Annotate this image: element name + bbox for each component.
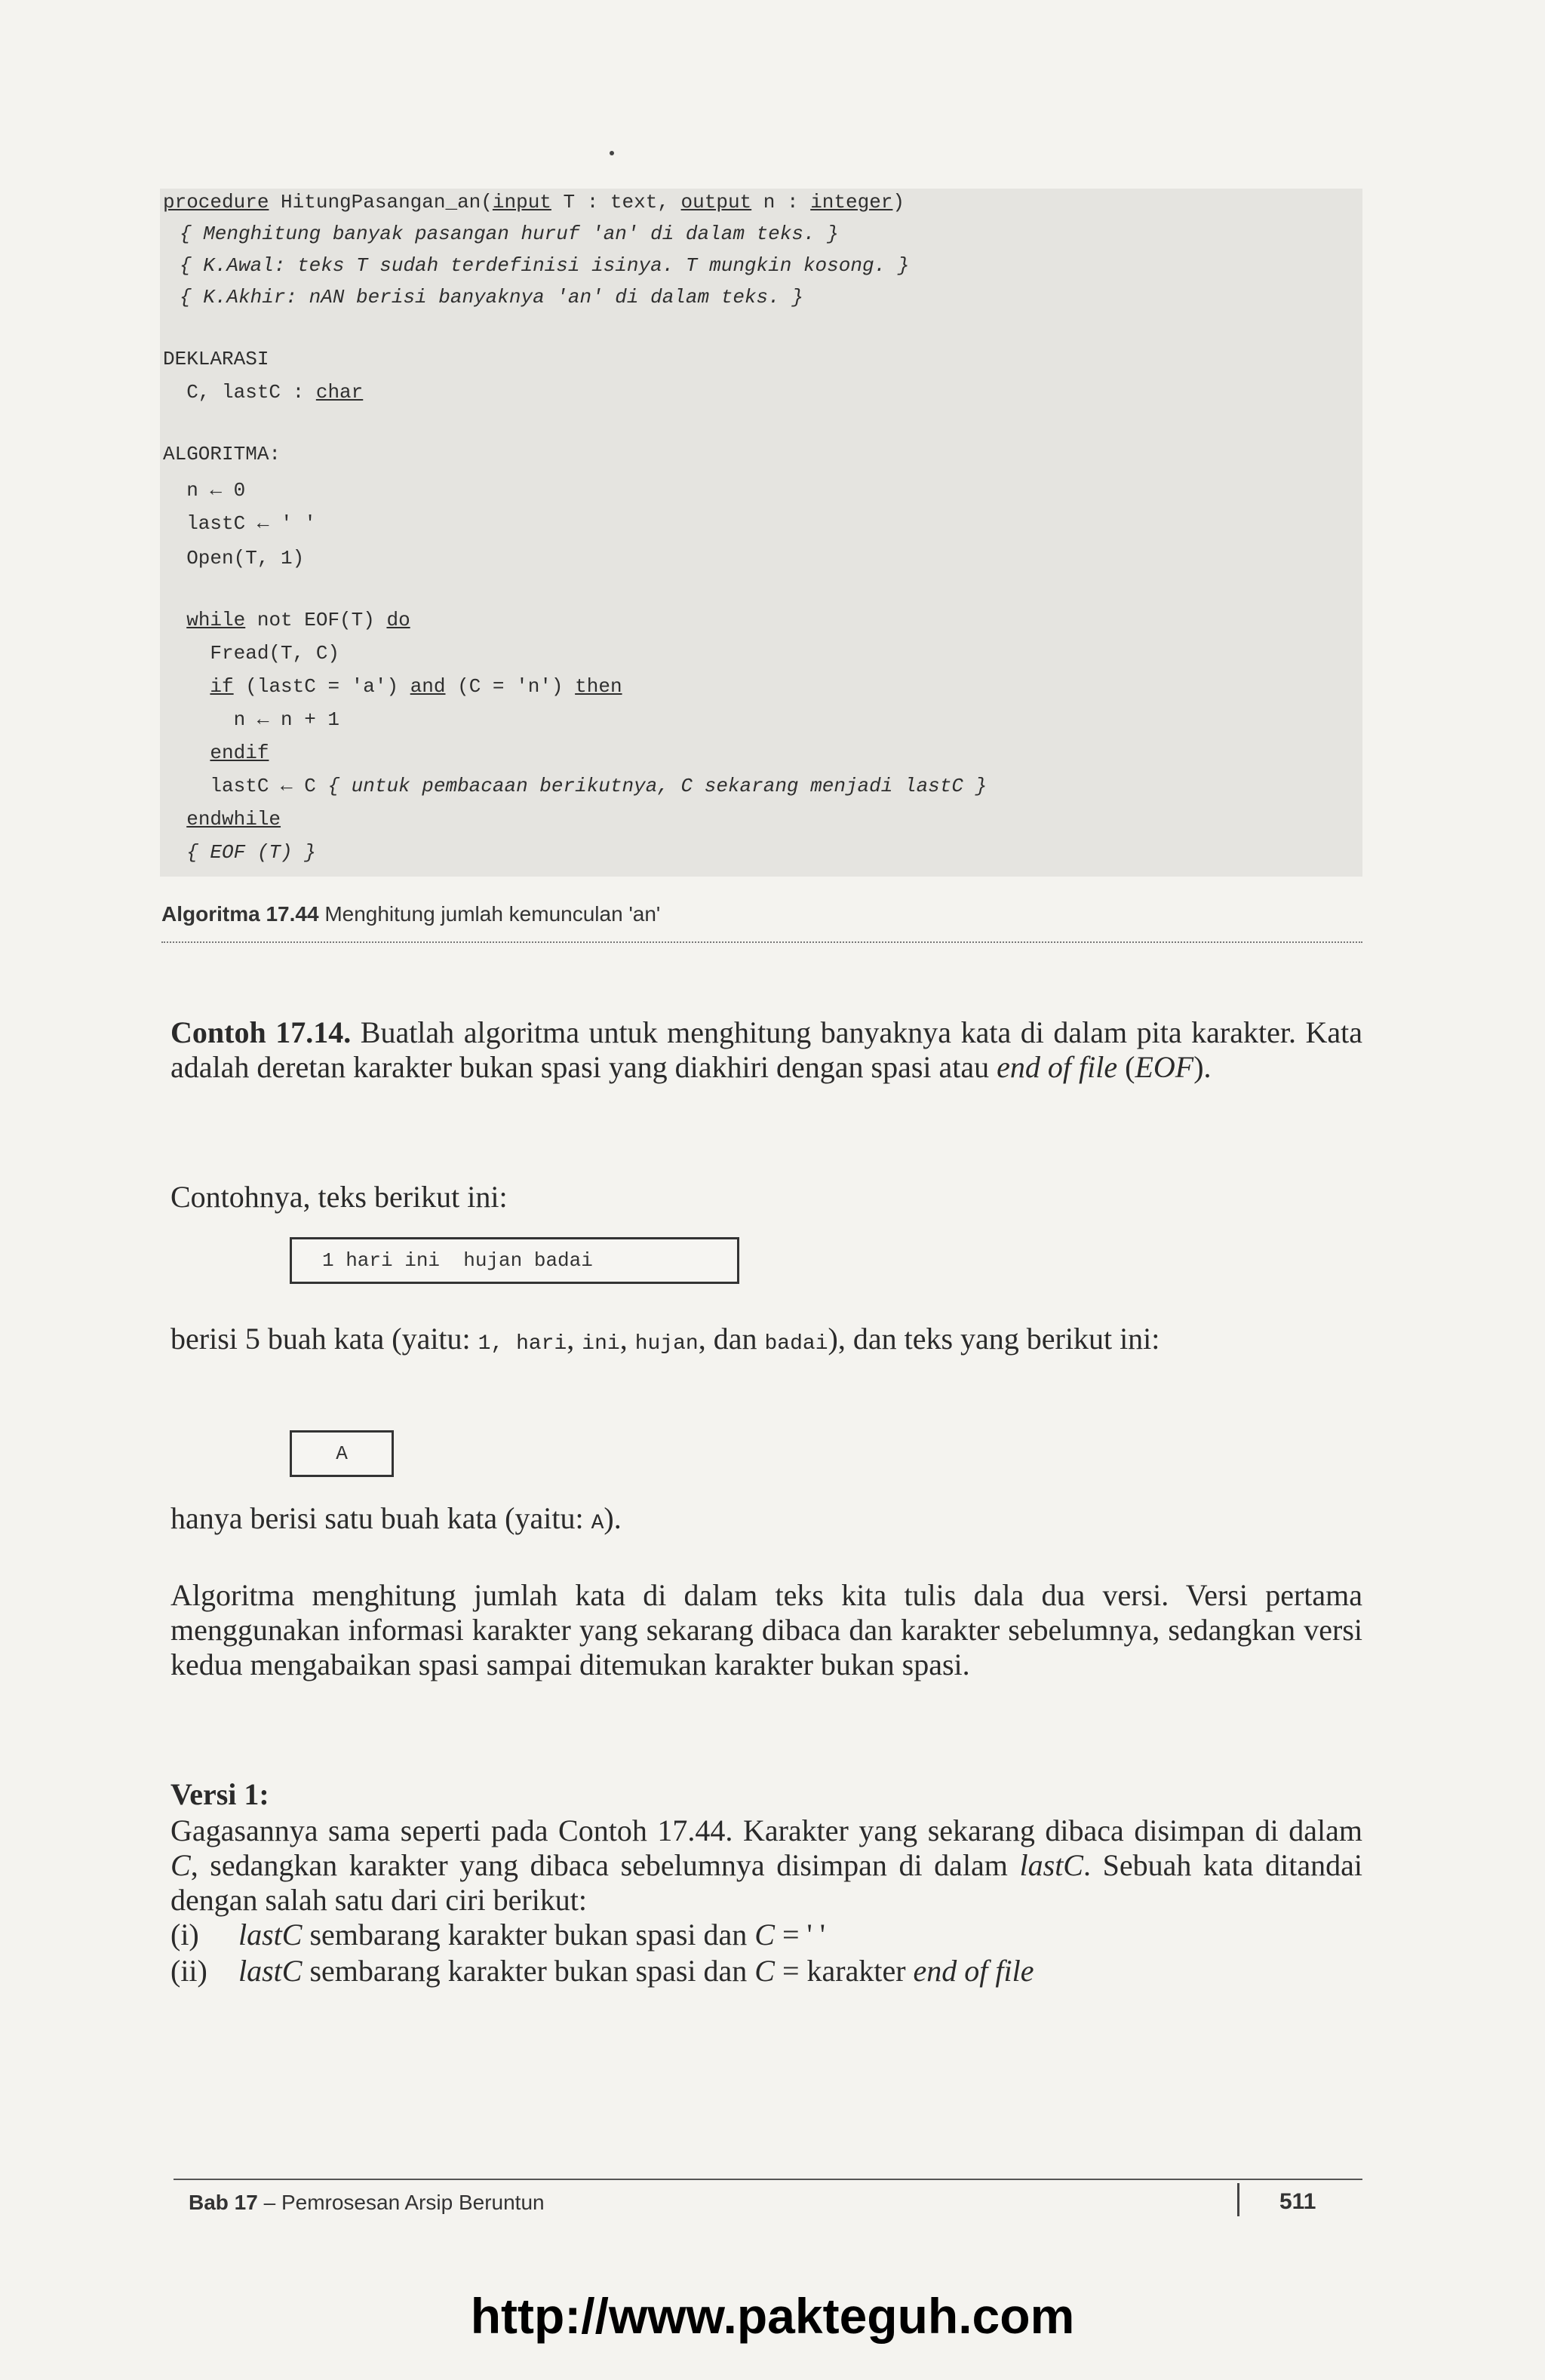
code-text: not EOF(T) <box>245 609 387 631</box>
code-text: ALGORITMA: <box>163 443 281 465</box>
contoh-eof-abbr: EOF <box>1135 1050 1194 1084</box>
decorative-dot <box>610 151 614 155</box>
list-item-ii <box>170 1954 1034 1988</box>
code-keyword: input <box>492 191 551 213</box>
code-text: lastC ← C <box>163 775 328 797</box>
caption-label: Algoritma 17.44 <box>161 902 319 926</box>
versi-1-paragraph <box>170 1813 1362 1918</box>
code-line <box>180 285 803 309</box>
code-keyword: if <box>210 675 234 698</box>
list-item-var-c: C <box>754 1954 775 1988</box>
code-line <box>163 380 363 404</box>
list-item-tail: = ' ' <box>774 1918 825 1952</box>
contoh-eof: end of file <box>997 1050 1118 1084</box>
code-text: n ← n + 1 <box>163 708 340 731</box>
code-keyword: do <box>386 609 410 631</box>
list-item-number: (i) <box>170 1918 199 1952</box>
footer-chapter-label: Bab 17 <box>189 2191 258 2214</box>
versi-text-b: , sedangkan karakter yang dibaca sebelumnya disimpan di dalam <box>190 1848 1020 1882</box>
list-item-text: sembarang karakter bukan spasi dan <box>302 1954 755 1988</box>
footer-divider <box>174 2179 1362 2180</box>
code-text <box>163 808 186 831</box>
code-keyword: char <box>315 381 364 404</box>
code-text: (C = 'n') <box>445 675 576 698</box>
footer-chapter <box>189 2191 545 2215</box>
code-comment: { EOF (T) } <box>186 841 316 864</box>
hanya-pre: hanya berisi satu buah kata (yaitu: <box>170 1501 591 1535</box>
code-text: DEKLARASI <box>163 348 269 370</box>
code-keyword: endwhile <box>186 808 281 831</box>
algorithm-caption <box>161 902 660 926</box>
code-text: ) <box>892 191 905 213</box>
contoh-label: Contoh 17.14. <box>170 1015 352 1049</box>
berisi-word-4: badai <box>764 1332 828 1356</box>
list-item-tail: = karakter <box>774 1954 914 1988</box>
berisi-word-2: ini <box>582 1332 620 1356</box>
code-line <box>163 478 245 502</box>
code-line <box>163 546 304 570</box>
berisi-pre: berisi 5 buah kata (yaitu: <box>170 1322 478 1356</box>
code-text <box>163 742 210 764</box>
hanya-word: A <box>591 1512 604 1535</box>
berisi-sep-2: , <box>619 1322 635 1356</box>
code-line <box>163 347 269 371</box>
contoh-text-3: ). <box>1193 1050 1212 1084</box>
code-line <box>163 840 316 864</box>
berisi-post: ), dan teks yang berikut ini: <box>828 1322 1160 1356</box>
code-line <box>163 674 622 699</box>
code-text: Fread(T, C) <box>163 642 340 665</box>
berisi-sep-3: , dan <box>698 1322 765 1356</box>
code-text <box>163 609 186 631</box>
versi-1-heading <box>170 1777 1362 1812</box>
code-comment: { Menghitung banyak pasangan huruf 'an' di dalam teks. } <box>180 223 839 245</box>
list-item-var-lastc: lastC <box>238 1954 303 1988</box>
versi-heading-text: Versi 1: <box>170 1777 269 1811</box>
footer-chapter-title: – Pemrosesan Arsip Beruntun <box>257 2191 545 2214</box>
list-item-number: (ii) <box>170 1954 207 1988</box>
code-line <box>163 442 281 466</box>
versi-var-c: C <box>170 1848 191 1882</box>
code-text: lastC ← ' ' <box>163 512 316 535</box>
contoh-text: Buatlah algoritma untuk menghitung banyaknya kata di dalam pita karakter. Kata adalah deretan karakter bukan spasi yang diakhiri dengan spasi atau <box>170 1015 1362 1084</box>
footer-separator <box>1237 2183 1239 2216</box>
algorithm-code-block <box>160 189 1362 877</box>
contohnya-text: Contohnya, teks berikut ini: <box>170 1180 508 1214</box>
contoh-text-2: ( <box>1117 1050 1135 1084</box>
berisi-word-3: hujan <box>634 1332 699 1356</box>
algoritma-paragraph: Algoritma menghitung jumlah kata di dalam teks kita tulis dala dua versi. Versi pertama menggunakan informasi karakter yang sekarang dibaca dan karakter sebelumnya, sedangkan versi kedua mengabaikan spasi sampai ditemukan karakter bukan spasi. <box>170 1578 1362 1681</box>
code-line <box>180 253 909 278</box>
code-line <box>163 511 316 536</box>
code-text: C, lastC : <box>163 381 316 404</box>
code-text: (lastC = 'a') <box>233 675 410 698</box>
list-item-tail-italic: end of file <box>913 1954 1034 1988</box>
code-line <box>163 641 339 665</box>
list-item-var-lastc: lastC <box>238 1918 303 1952</box>
versi-var-lastc: lastC <box>1019 1848 1083 1882</box>
berisi-paragraph <box>170 1322 1362 1362</box>
code-line <box>163 807 281 831</box>
code-keyword: while <box>186 609 246 631</box>
page-number: 511 <box>1279 2189 1316 2214</box>
code-line <box>163 190 905 214</box>
code-line <box>180 222 839 246</box>
example-text-box-2: A <box>290 1430 394 1477</box>
list-item-var-c: C <box>754 1918 775 1952</box>
caption-divider <box>161 941 1362 943</box>
code-keyword: and <box>410 675 446 698</box>
code-text: Open(T, 1) <box>163 547 305 570</box>
example-text-box-1: 1 hari ini hujan badai <box>290 1237 739 1284</box>
code-line <box>163 741 269 765</box>
code-comment: { K.Awal: teks T sudah terdefinisi isinya. T mungkin kosong. } <box>180 254 910 277</box>
berisi-word-1: 1, hari <box>478 1332 567 1356</box>
code-text: HitungPasangan_an( <box>269 191 493 213</box>
code-comment: { untuk pembacaan berikutnya, C sekarang menjadi lastC } <box>327 775 988 797</box>
berisi-sep-1: , <box>567 1322 582 1356</box>
code-text <box>163 841 186 864</box>
code-keyword: endif <box>210 742 269 764</box>
code-keyword: output <box>680 191 752 213</box>
code-keyword: integer <box>810 191 893 213</box>
hanya-paragraph <box>170 1501 1362 1541</box>
code-text: T : text, <box>551 191 681 213</box>
code-comment: { K.Akhir: nAN berisi banyaknya 'an' di dalam teks. } <box>180 286 803 309</box>
versi-text-a: Gagasannya sama seperti pada Contoh 17.44. Karakter yang sekarang dibaca disimpan di dalam <box>170 1813 1362 1847</box>
list-item-i <box>170 1918 825 1952</box>
code-keyword: procedure <box>163 191 269 213</box>
code-line <box>163 708 339 732</box>
contoh-paragraph <box>170 1015 1362 1085</box>
code-keyword: then <box>575 675 622 698</box>
code-text <box>163 675 210 698</box>
code-line <box>163 608 410 632</box>
hanya-post: ). <box>604 1501 622 1535</box>
caption-text: Menghitung jumlah kemunculan 'an' <box>324 902 661 926</box>
list-item-text: sembarang karakter bukan spasi dan <box>302 1918 755 1952</box>
code-text: n : <box>751 191 811 213</box>
code-line <box>163 774 987 798</box>
code-text: n ← 0 <box>163 479 246 502</box>
versi-text-c: . Sebuah kata ditandai dengan salah satu dari ciri berikut: <box>170 1848 1362 1917</box>
website-url: http://www.pakteguh.com <box>470 2288 1075 2344</box>
